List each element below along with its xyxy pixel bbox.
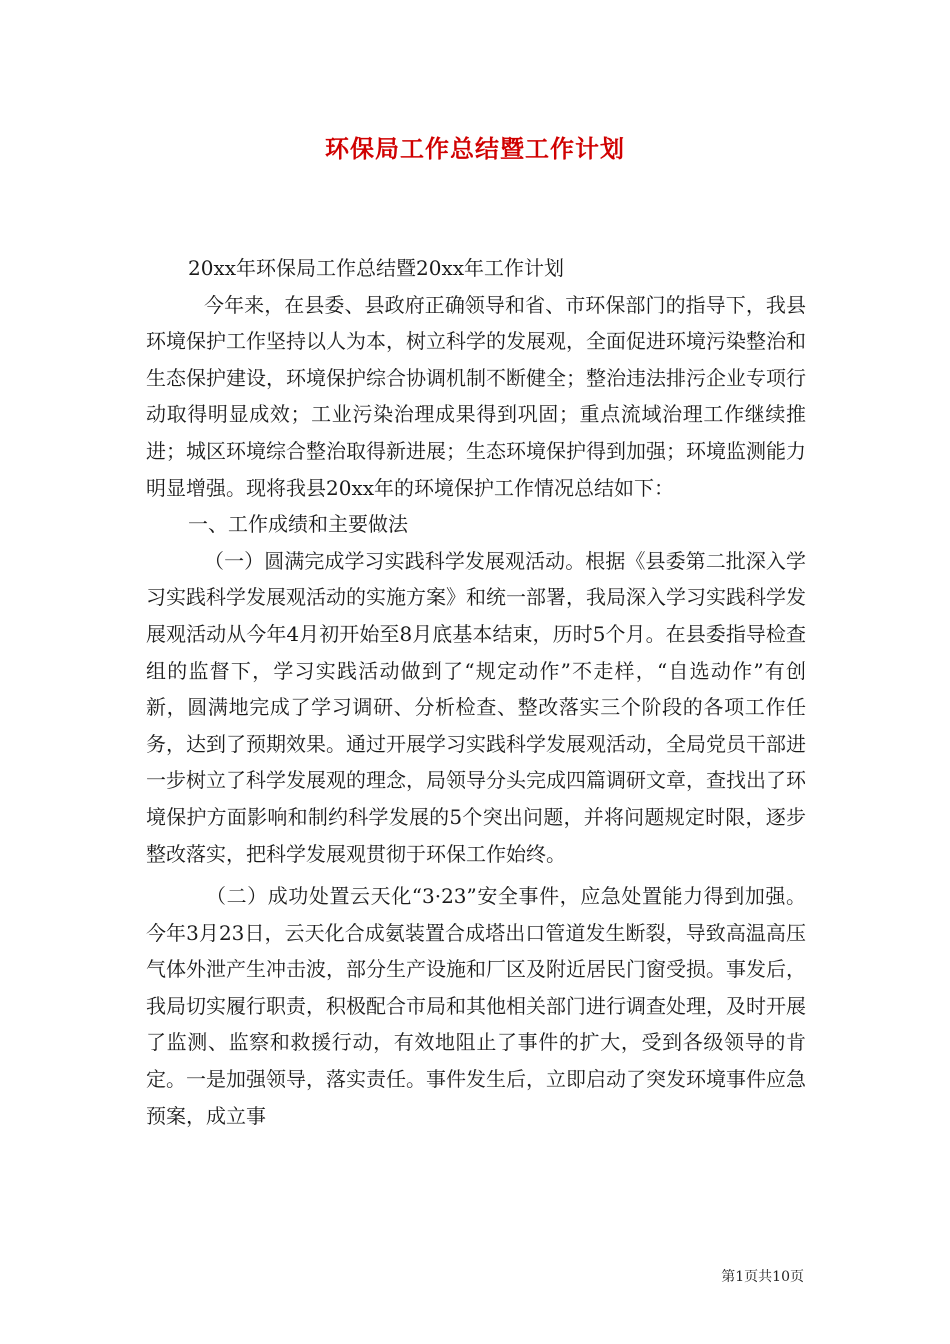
document-title: 环保局工作总结暨工作计划 — [325, 134, 625, 163]
body-paragraph-1: （一）圆满完成学习实践科学发展观活动。根据《县委第二批深入学习实践科学发展观活动的实施方案》和统一部署，我局深入学习实践科学发展观活动从今年4月初开始至8月底基本结束，历时5个月。在县委指导检查组的监督下，学习实践活动做到了“规定动作”不走样，“自选动作”有创新，圆满地完成了学习调研、分析检查、整改落实三个阶段的各项工作任务，达到了预期效果。通过开展学习实践科学发展观活动，全局党员干部进一步树立了科学发展观的理念，局领导分头完成四篇调研文章，查找出了环境保护方面影响和制约科学发展的5个突出问题，并将问题规定时限，逐步整改落实，把科学发展观贯彻于环保工作始终。 — [146, 548, 806, 866]
intro-paragraph: 今年来，在县委、县政府正确领导和省、市环保部门的指导下，我县环境保护工作坚持以人为本，树立科学的发展观，全面促进环境污染整治和生态保护建设，环境保护综合协调机制不断健全；整治违法排污企业专项行动取得明显成效；工业污染治理成果得到巩固；重点流域治理工作继续推进；城区环境综合整治取得新进展；生态环境保护得到加强；环境监测能力明显增强。现将我县20xx年的环境保护工作情况总结如下： — [146, 292, 806, 500]
document-subtitle: 20xx年环保局工作总结暨20xx年工作计划 — [188, 256, 565, 280]
page-number: 第1页共10页 — [721, 1269, 804, 1285]
section-heading: 一、工作成绩和主要做法 — [188, 512, 408, 537]
document-body — [146, 250, 806, 1134]
body-paragraph-2: （二）成功处置云天化“3·23”安全事件，应急处置能力得到加强。今年3月23日，云天化合成氨装置合成塔出口管道发生断裂，导致高温高压气体外泄产生冲击波，部分生产设施和厂区及附近居民门窗受损。事发后，我局切实履行职责，积极配合市局和其他相关部门进行调查处理，及时开展了监测、监察和救援行动，有效地阻止了事件的扩大，受到各级领导的肯定。一是加强领导，落实责任。事件发生后，立即启动了突发环境事件应急预案，成立事 — [146, 884, 806, 1128]
